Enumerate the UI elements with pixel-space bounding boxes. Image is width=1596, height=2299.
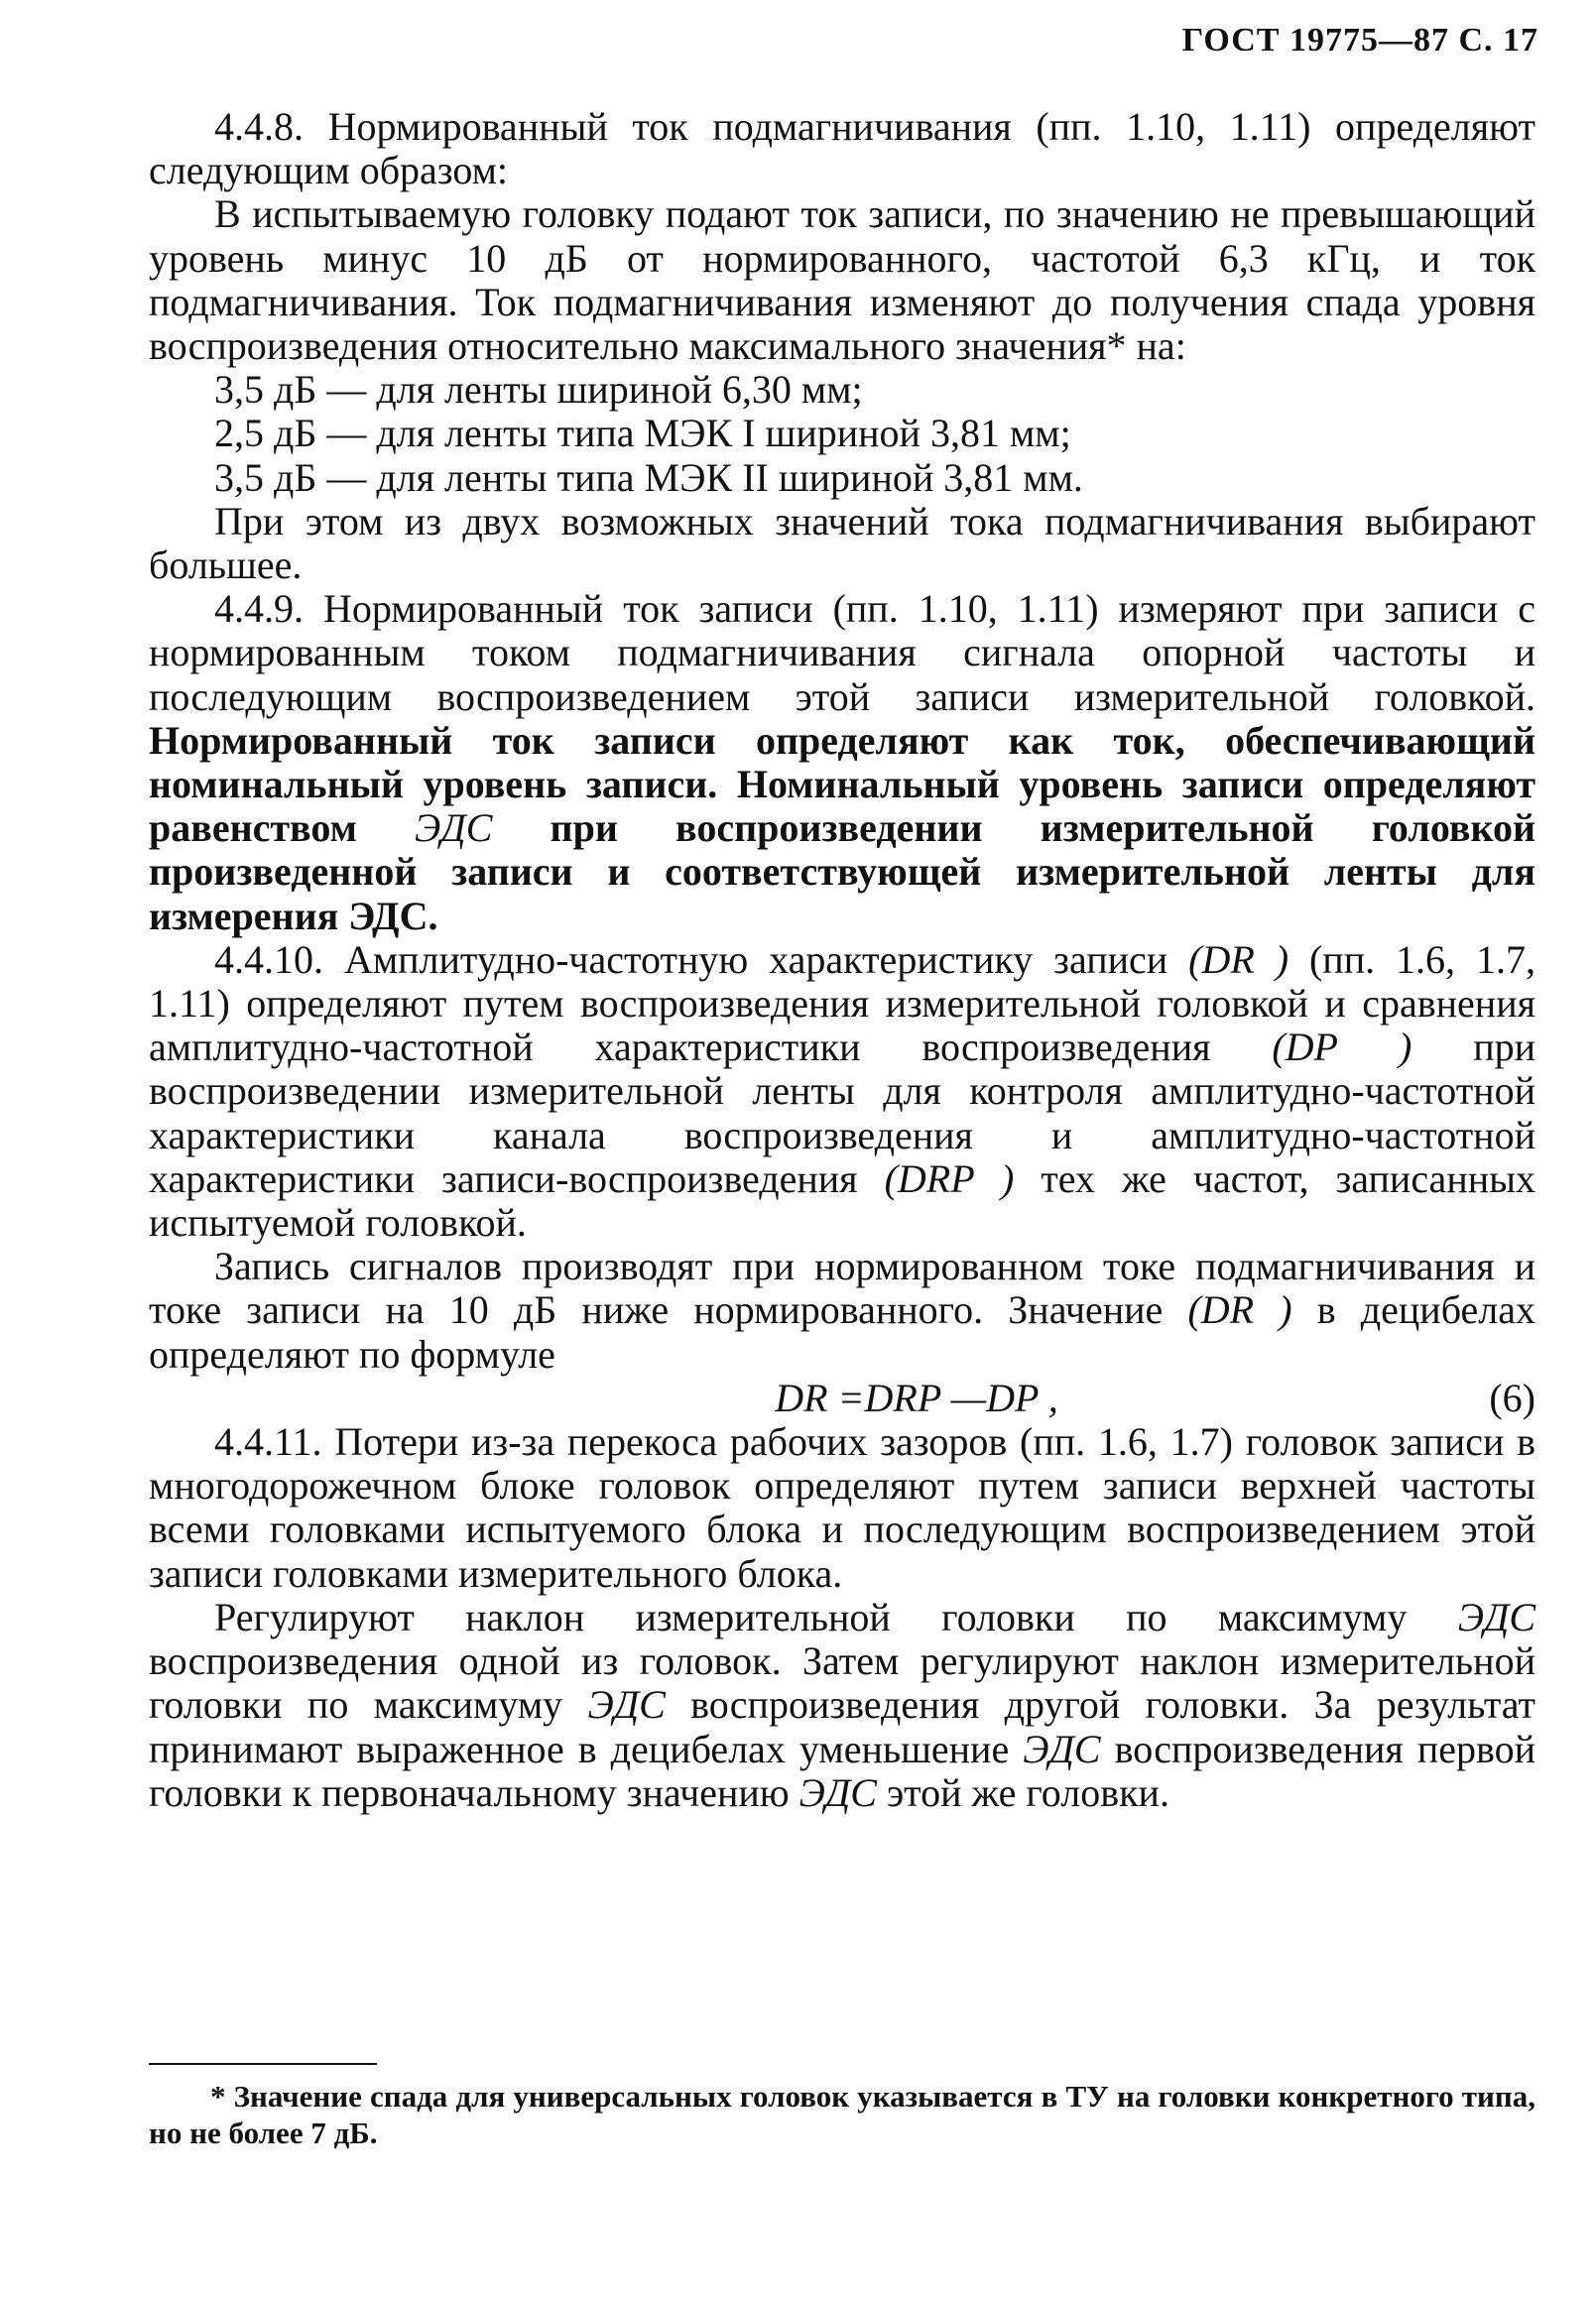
paragraph-tilt-adjustment [149,1596,1535,1815]
footnote-text: * Значение спада для универсальных головок указывается в ТУ на головки конкретного типа, но не более 7 дБ. [149,2079,1535,2150]
formula-number: (6) [1489,1375,1535,1420]
symbol-dp: (DP ) [1272,1025,1412,1070]
paragraph-bias-current-procedure: В испытываемую головку подают ток записи, по значению не превышающий уровень минус 10 дБ от нормированного, частотой 6,3 кГц, и ток подмагничивания. Ток подмагничивания изменяют до получения спада уровня воспроизведения относительно максимального значения* на: [149,191,1535,369]
bold-text-span: при воспроизведении измерительной головкой произведенной записи и соответствующей измерительной ленты для измерения ЭДС. [149,805,1536,938]
symbol-dr: (DR ) [1188,936,1289,982]
text-span: этой же головки. [886,1769,1169,1815]
symbol-dr: (DR ) [1187,1287,1292,1333]
text-span: (пп. 1.6, 1.7, 1.11) определяют путем воспроизведения измерительной головкой и сравнения амплитудно-частотной характеристики воспроизведения [149,936,1536,1070]
text-span: Запись сигналов производят при нормированном токе подмагничивания и токе записи на 10 дБ ниже нормированного. Значение [149,1244,1535,1333]
text-span: воспроизведения первой головки к первоначальному значению [149,1726,1535,1815]
paragraph-4-4-11: 4.4.11. Потери из-за перекоса рабочих зазоров (пп. 1.6, 1.7) головок записи в многодорожечном блоке головок определяют путем записи верхней частоты всеми головками испытуемого блока и последующим воспроизведением этой записи головками измерительного блока. [149,1419,1535,1596]
formula-6 [149,1377,1535,1420]
paragraph-4-4-8: 4.4.8. Нормированный ток подмагничивания (пп. 1.10, 1.11) определяют следующим образом: [149,104,1535,193]
text-span: при воспроизведении измерительной ленты для контроля амплитудно-частотной характеристики канала воспроизведения и амплитудно-частотной характеристики записи-воспроизведения [149,1025,1535,1201]
list-item: 3,5 дБ — для ленты типа МЭК II шириной 3,81 мм. [214,454,1083,500]
text-span: 4.4.9. Нормированный ток записи (пп. 1.10, 1.11) измеряют при записи с нормированным током подмагничивания сигнала опорной частоты и последующим воспроизведением этой записи измерительной головкой. [149,586,1535,719]
footnote [149,2078,1535,2151]
emf-term: ЭДС [1457,1594,1536,1639]
text-span: в децибелах определяют по формуле [149,1287,1535,1377]
paragraph-4-4-9 [149,587,1535,938]
text-span: воспроизведения другой головки. За результат принимают выраженное в децибелах уменьшение [149,1682,1536,1771]
paragraph-4-4-10 [149,938,1535,1245]
text-span: воспроизведения одной из головок. Затем регулируют наклон измерительной головки по максимуму [149,1638,1535,1728]
text-span: Регулируют наклон измерительной головки по максимуму [214,1594,1408,1639]
text-span: тех же частот, записанных испытуемой головкой. [149,1155,1536,1246]
paragraph-choose-larger: При этом из двух возможных значений тока подмагничивания выбирают большее. [149,498,1535,588]
body-text [149,105,1535,1815]
page-header: ГОСТ 19775—87 С. 17 [1181,22,1538,59]
formula-expression: DR =DRP —DP , [775,1375,1058,1420]
bold-text-span: Нормированный ток записи определяют как ток, обеспечивающий номинальный уровень записи. Номинальный уровень записи определяют равенством [149,717,1535,851]
paragraph-signal-recording [149,1245,1535,1377]
symbol-drp: (DRP ) [884,1155,1015,1201]
list-item: 2,5 дБ — для ленты типа МЭК I шириной 3,81 мм; [214,411,1071,456]
text-span: 4.4.10. Амплитудно-частотную характеристику записи [214,936,1168,982]
emf-term: ЭДС [798,1769,877,1815]
list-item: 3,5 дБ — для ленты шириной 6,30 мм; [214,367,863,413]
emf-term: ЭДС [1023,1726,1101,1771]
footnote-divider [149,2063,377,2065]
emf-term: ЭДС [587,1682,666,1728]
emf-term: ЭДС [415,805,493,851]
